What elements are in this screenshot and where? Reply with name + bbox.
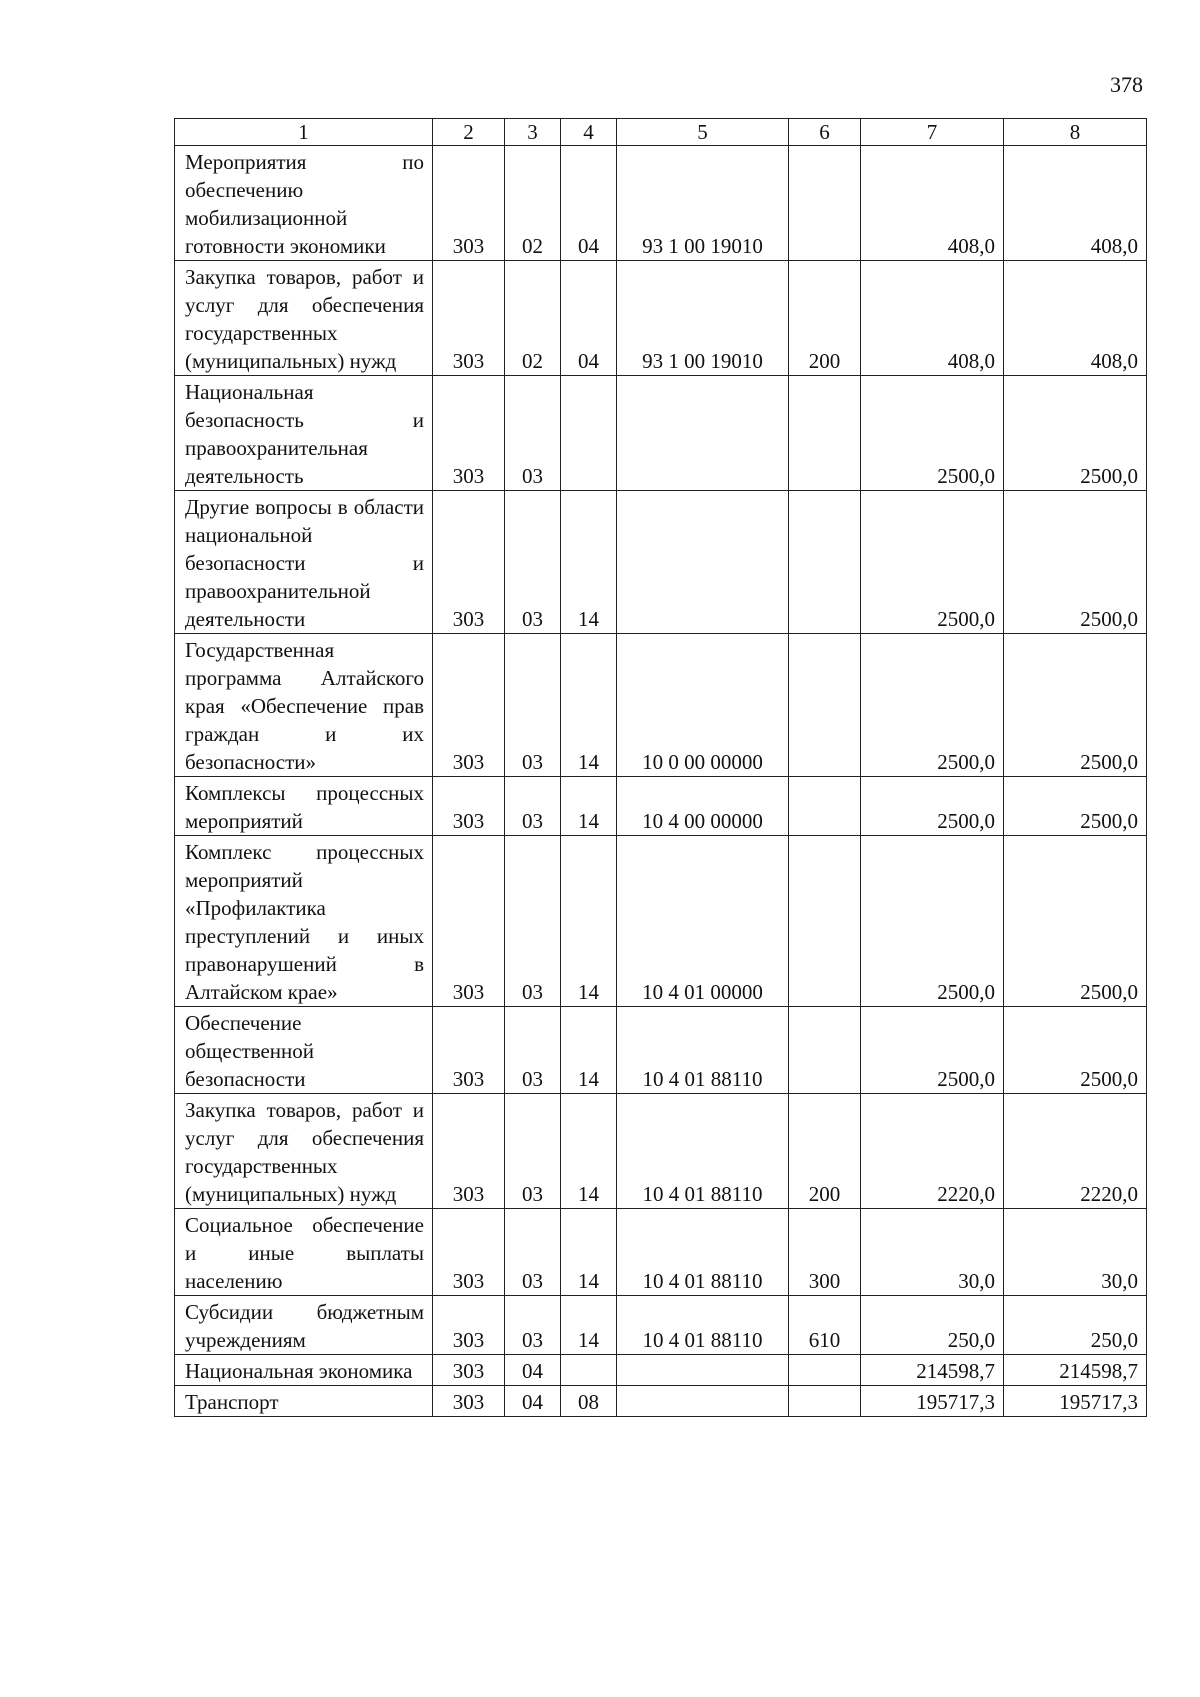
cell-column-2: 303 <box>433 1094 505 1209</box>
cell-column-7: 2500,0 <box>861 777 1004 836</box>
cell-column-5: 10 4 01 88110 <box>617 1094 789 1209</box>
cell-column-3: 02 <box>505 146 561 261</box>
cell-column-5 <box>617 491 789 634</box>
cell-column-2: 303 <box>433 491 505 634</box>
cell-column-4: 14 <box>561 491 617 634</box>
cell-column-6: 300 <box>789 1209 861 1296</box>
cell-column-4: 04 <box>561 261 617 376</box>
cell-column-6: 610 <box>789 1296 861 1355</box>
cell-column-8: 2500,0 <box>1004 491 1147 634</box>
cell-column-2: 303 <box>433 1209 505 1296</box>
column-header: 3 <box>505 119 561 146</box>
cell-column-2: 303 <box>433 1296 505 1355</box>
cell-column-3: 03 <box>505 836 561 1007</box>
cell-column-3: 03 <box>505 777 561 836</box>
cell-column-4: 14 <box>561 777 617 836</box>
row-label: Комплекс процессных мероприятий «Профилактика преступлений и иных правонарушений в Алтайском крае» <box>175 836 433 1007</box>
row-label: Мероприятия по обеспечению мобилизационной готовности экономики <box>175 146 433 261</box>
cell-column-8: 214598,7 <box>1004 1355 1147 1386</box>
column-header: 4 <box>561 119 617 146</box>
row-label: Закупка товаров, работ и услуг для обеспечения государственных (муниципальных) нужд <box>175 1094 433 1209</box>
cell-column-6 <box>789 1386 861 1417</box>
cell-column-7: 250,0 <box>861 1296 1004 1355</box>
cell-column-4: 14 <box>561 634 617 777</box>
cell-column-8: 30,0 <box>1004 1209 1147 1296</box>
row-label: Другие вопросы в области национальной безопасности и правоохранительной деятельности <box>175 491 433 634</box>
cell-column-7: 2220,0 <box>861 1094 1004 1209</box>
cell-column-8: 2500,0 <box>1004 634 1147 777</box>
cell-column-4: 14 <box>561 836 617 1007</box>
cell-column-5: 10 0 00 00000 <box>617 634 789 777</box>
cell-column-5: 10 4 00 00000 <box>617 777 789 836</box>
table-row <box>175 1094 1147 1209</box>
budget-table <box>174 118 1147 1417</box>
cell-column-5 <box>617 376 789 491</box>
cell-column-7: 2500,0 <box>861 634 1004 777</box>
column-header: 5 <box>617 119 789 146</box>
cell-column-3: 03 <box>505 376 561 491</box>
column-header: 6 <box>789 119 861 146</box>
table-row <box>175 261 1147 376</box>
cell-column-6 <box>789 1007 861 1094</box>
cell-column-3: 03 <box>505 1209 561 1296</box>
cell-column-3: 03 <box>505 491 561 634</box>
cell-column-3: 03 <box>505 1094 561 1209</box>
cell-column-8: 408,0 <box>1004 261 1147 376</box>
cell-column-2: 303 <box>433 836 505 1007</box>
cell-column-4 <box>561 376 617 491</box>
cell-column-2: 303 <box>433 1386 505 1417</box>
cell-column-4: 14 <box>561 1007 617 1094</box>
cell-column-8: 195717,3 <box>1004 1386 1147 1417</box>
cell-column-2: 303 <box>433 634 505 777</box>
table-row <box>175 1296 1147 1355</box>
column-header: 7 <box>861 119 1004 146</box>
cell-column-8: 408,0 <box>1004 146 1147 261</box>
column-header: 2 <box>433 119 505 146</box>
cell-column-5: 93 1 00 19010 <box>617 146 789 261</box>
cell-column-2: 303 <box>433 1007 505 1094</box>
table-row <box>175 777 1147 836</box>
cell-column-4: 14 <box>561 1209 617 1296</box>
cell-column-8: 2500,0 <box>1004 777 1147 836</box>
table-row <box>175 1209 1147 1296</box>
cell-column-8: 2500,0 <box>1004 1007 1147 1094</box>
column-header: 1 <box>175 119 433 146</box>
cell-column-2: 303 <box>433 1355 505 1386</box>
cell-column-7: 408,0 <box>861 261 1004 376</box>
table-row <box>175 1386 1147 1417</box>
table-row <box>175 491 1147 634</box>
cell-column-7: 408,0 <box>861 146 1004 261</box>
row-label: Государственная программа Алтайского края «Обеспечение прав граждан и их безопасности» <box>175 634 433 777</box>
cell-column-6: 200 <box>789 1094 861 1209</box>
row-label: Закупка товаров, работ и услуг для обеспечения государственных (муниципальных) нужд <box>175 261 433 376</box>
cell-column-6 <box>789 777 861 836</box>
cell-column-3: 03 <box>505 1296 561 1355</box>
cell-column-6 <box>789 376 861 491</box>
cell-column-7: 195717,3 <box>861 1386 1004 1417</box>
cell-column-6 <box>789 634 861 777</box>
cell-column-2: 303 <box>433 146 505 261</box>
cell-column-5 <box>617 1355 789 1386</box>
cell-column-6 <box>789 491 861 634</box>
table-body <box>175 146 1147 1417</box>
cell-column-3: 04 <box>505 1355 561 1386</box>
cell-column-8: 2500,0 <box>1004 376 1147 491</box>
table-row <box>175 376 1147 491</box>
row-label: Субсидии бюджетным учреждениям <box>175 1296 433 1355</box>
cell-column-7: 30,0 <box>861 1209 1004 1296</box>
cell-column-6: 200 <box>789 261 861 376</box>
column-header: 8 <box>1004 119 1147 146</box>
cell-column-4 <box>561 1355 617 1386</box>
row-label: Национальная экономика <box>175 1355 433 1386</box>
cell-column-3: 04 <box>505 1386 561 1417</box>
table-row <box>175 836 1147 1007</box>
cell-column-4: 14 <box>561 1296 617 1355</box>
cell-column-7: 214598,7 <box>861 1355 1004 1386</box>
page-number: 378 <box>1110 72 1143 97</box>
cell-column-7: 2500,0 <box>861 376 1004 491</box>
row-label: Обеспечение общественной безопасности <box>175 1007 433 1094</box>
cell-column-2: 303 <box>433 777 505 836</box>
cell-column-3: 03 <box>505 1007 561 1094</box>
table-row <box>175 146 1147 261</box>
row-label: Транспорт <box>175 1386 433 1417</box>
cell-column-3: 03 <box>505 634 561 777</box>
cell-column-6 <box>789 1355 861 1386</box>
row-label: Социальное обеспечение и иные выплаты населению <box>175 1209 433 1296</box>
cell-column-8: 2500,0 <box>1004 836 1147 1007</box>
cell-column-5: 10 4 01 88110 <box>617 1209 789 1296</box>
row-label: Комплексы процессных мероприятий <box>175 777 433 836</box>
cell-column-3: 02 <box>505 261 561 376</box>
cell-column-6 <box>789 836 861 1007</box>
cell-column-2: 303 <box>433 261 505 376</box>
cell-column-4: 08 <box>561 1386 617 1417</box>
cell-column-2: 303 <box>433 376 505 491</box>
table-row <box>175 1355 1147 1386</box>
cell-column-8: 2220,0 <box>1004 1094 1147 1209</box>
cell-column-6 <box>789 146 861 261</box>
cell-column-7: 2500,0 <box>861 491 1004 634</box>
cell-column-4: 04 <box>561 146 617 261</box>
cell-column-5 <box>617 1386 789 1417</box>
cell-column-5: 10 4 01 88110 <box>617 1296 789 1355</box>
table-row <box>175 634 1147 777</box>
cell-column-7: 2500,0 <box>861 1007 1004 1094</box>
cell-column-7: 2500,0 <box>861 836 1004 1007</box>
table-header-row <box>175 119 1147 146</box>
cell-column-5: 10 4 01 00000 <box>617 836 789 1007</box>
cell-column-5: 10 4 01 88110 <box>617 1007 789 1094</box>
cell-column-8: 250,0 <box>1004 1296 1147 1355</box>
row-label: Национальная безопасность и правоохранительная деятельность <box>175 376 433 491</box>
table-row <box>175 1007 1147 1094</box>
cell-column-4: 14 <box>561 1094 617 1209</box>
cell-column-5: 93 1 00 19010 <box>617 261 789 376</box>
